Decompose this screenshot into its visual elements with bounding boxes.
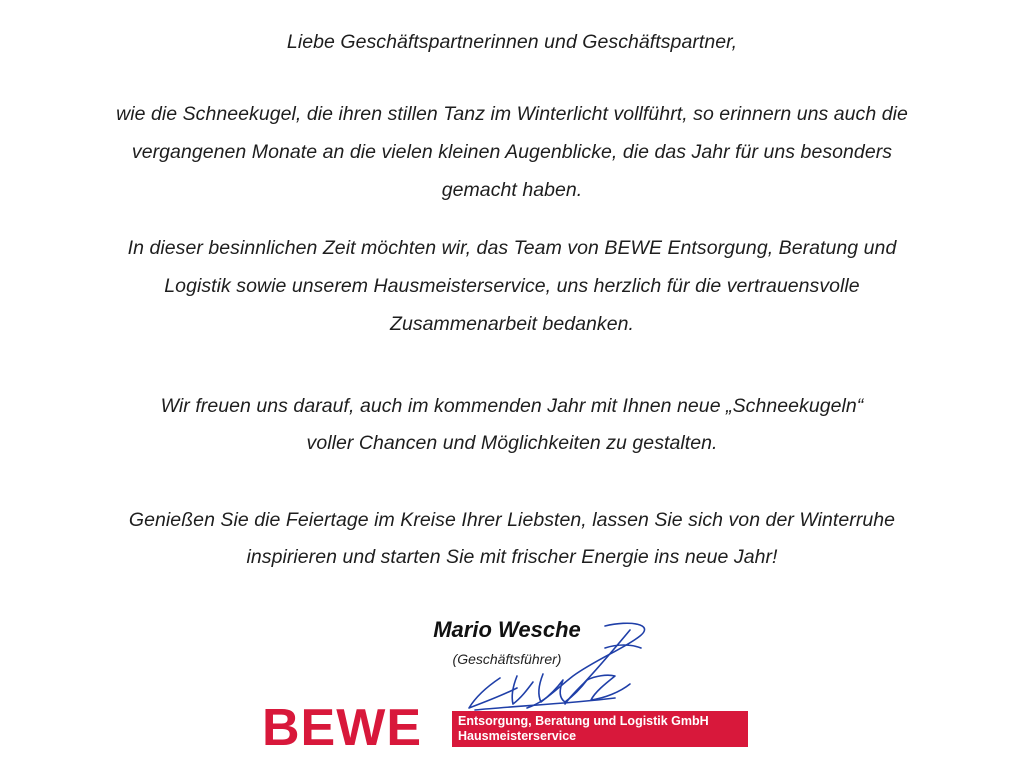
salutation: Liebe Geschäftspartnerinnen und Geschäftspartner, [286, 31, 738, 53]
signer-name: Mario Wesche [433, 617, 581, 642]
paragraph-2-line-2: Logistik sowie unserem Hausmeisterservice, uns herzlich für die vertrauensvolle [164, 275, 860, 297]
paragraph-4-line-2: inspirieren und starten Sie mit frischer Energie ins neue Jahr! [246, 546, 778, 568]
company-tagline-box [452, 711, 748, 747]
signer-role: (Geschäftsführer) [452, 651, 562, 667]
company-tagline-line-1: Entsorgung, Beratung und Logistik GmbH [458, 714, 709, 728]
handwritten-signature [455, 618, 665, 718]
paragraph-2-line-1: In dieser besinnlichen Zeit möchten wir, das Team von BEWE Entsorgung, Beratung und [127, 237, 897, 259]
paragraph-1-line-1: wie die Schneekugel, die ihren stillen Tanz im Winterlicht vollführt, so erinnern uns auch die [116, 103, 908, 125]
paragraph-1-line-2: vergangenen Monate an die vielen kleinen Augenblicke, die das Jahr für uns besonders [131, 141, 893, 163]
paragraph-1-line-3: gemacht haben. [441, 179, 583, 201]
company-tagline-line-2: Hausmeisterservice [458, 729, 577, 743]
paragraph-3-line-2: voller Chancen und Möglichkeiten zu gestalten. [306, 432, 718, 454]
bewe-logo-wordmark: BEWE [262, 699, 422, 757]
paragraph-4-line-1: Genießen Sie die Feiertage im Kreise Ihrer Liebsten, lassen Sie sich von der Winterruhe [128, 509, 896, 531]
paragraph-3-line-1: Wir freuen uns darauf, auch im kommenden Jahr mit Ihnen neue „Schneekugeln“ [160, 395, 864, 417]
paragraph-2-line-3: Zusammenarbeit bedanken. [389, 313, 634, 335]
